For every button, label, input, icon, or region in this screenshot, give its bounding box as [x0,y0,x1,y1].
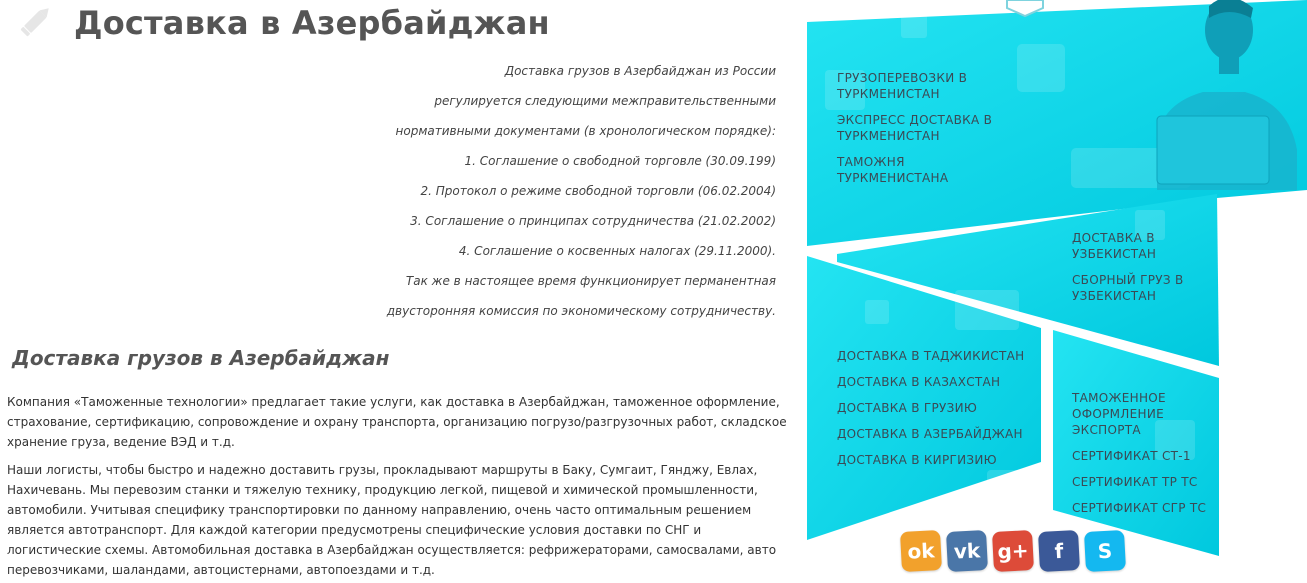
menu-link-uzbekistan-delivery[interactable]: ДОСТАВКА В УЗБЕКИСТАН [1072,231,1157,261]
agreements-quote [316,58,776,328]
quote-line: двусторонняя комиссия по экономическому сотрудничеству. [386,304,776,318]
menu-link-tajikistan[interactable]: ДОСТАВКА В ТАДЖИКИСТАН [837,349,1025,363]
facebook-icon[interactable]: f [1038,530,1080,572]
social-buttons [901,531,1125,571]
quote-line: нормативными документами (в хронологическом порядке): [395,124,776,138]
paragraph: Компания «Таможенные технологии» предлагает такие услуги, как доставка в Азербайджан, таможенное оформление, страхование, сертификацию, сопровождение и охрану транспорта, организацию погрузо/разгрузочных работ, складское хранение груза, ведение ВЭД и т.д. [7,395,787,449]
menu-link-certificate-sgr-ts[interactable]: СЕРТИФИКАТ СГР ТС [1072,501,1207,515]
section-subtitle: Доставка грузов в Азербайджан [12,346,390,370]
pencil-icon [16,2,56,40]
vk-icon[interactable]: vk [946,530,988,572]
menu-link-azerbaijan[interactable]: ДОСТАВКА В АЗЕРБАЙДЖАН [837,427,1023,441]
menu-link-turkmenistan-cargo[interactable]: ГРУЗОПЕРЕВОЗКИ В ТУРКМЕНИСТАН [837,71,968,101]
menu-link-turkmenistan-express[interactable]: ЭКСПРЕСС ДОСТАВКА В ТУРКМЕНИСТАН [837,113,993,143]
body-text [7,392,787,583]
menu-link-georgia[interactable]: ДОСТАВКА В ГРУЗИЮ [837,401,978,415]
menu-link-export-customs[interactable]: ТАМОЖЕННОЕ ОФОРМЛЕНИЕ ЭКСПОРТА [1072,391,1166,437]
quote-line: 4. Соглашение о косвенных налогах (29.11.2000). [458,244,776,258]
quote-line: 1. Соглашение о свободной торговле (30.09.199) [464,154,776,168]
quote-line: 2. Протокол о режиме свободной торговли (06.02.2004) [420,184,776,198]
menu-link-uzbekistan-groupage[interactable]: СБОРНЫЙ ГРУЗ В УЗБЕКИСТАН [1072,273,1184,303]
menu-link-certificate-st1[interactable]: СЕРТИФИКАТ СТ-1 [1072,449,1191,463]
menu-link-turkmenistan-customs[interactable]: ТАМОЖНЯ ТУРКМЕНИСТАНА [837,155,949,185]
google-plus-icon[interactable]: g+ [992,530,1034,572]
menu-link-kyrgyzstan[interactable]: ДОСТАВКА В КИРГИЗИЮ [837,453,997,467]
menu-link-certificate-tr-ts[interactable]: СЕРТИФИКАТ ТР ТС [1072,475,1198,489]
quote-line: регулируется следующими межправительственными [434,94,776,108]
side-menu [805,0,1307,583]
skype-icon[interactable]: S [1084,530,1126,572]
page-title: Доставка в Азербайджан [74,4,550,42]
paragraph: Наши логисты, чтобы быстро и надежно доставить грузы, прокладывают маршруты в Баку, Сумгаит, Гянджу, Евлах, Нахичевань. Мы перевозим станки и тяжелую технику, продукцию легкой, пищевой и химической промышленности, автомобили. Учитывая специфику транспортировки по данному направлению, очень часто оптимальным решением является автотранспорт. Для каждой категории предусмотрены специфические условия доставки по СНГ и логистические схемы. Автомобильная доставка в Азербайджан осуществляется: рефрижераторами, самосвалами, авто перевозчиками, шаландами, автоцистернами, автопоездами и т.д. [7,463,777,577]
menu-link-kazakhstan[interactable]: ДОСТАВКА В КАЗАХСТАН [837,375,1001,389]
quote-line: 3. Соглашение о принципах сотрудничества (21.02.2002) [410,214,776,228]
odnoklassniki-icon[interactable]: ok [900,530,942,572]
quote-line: Так же в настоящее время функционирует перманентная [405,274,776,288]
quote-line: Доставка грузов в Азербайджан из России [504,64,776,78]
